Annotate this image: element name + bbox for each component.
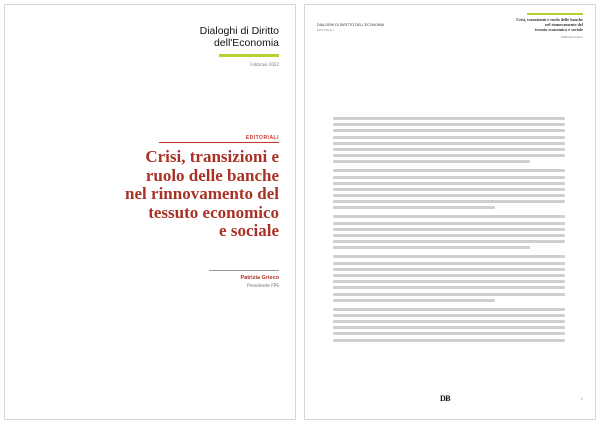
paragraph xyxy=(333,117,565,163)
running-title-line: tessuto economico e sociale xyxy=(534,27,583,32)
author-role: Presidente FPS xyxy=(247,284,279,289)
section-label: EDITORIALI xyxy=(245,135,279,141)
right-page xyxy=(304,4,596,420)
journal-date: Febbraio 2022 xyxy=(250,62,279,67)
author-name: Patrizia Grieco xyxy=(240,275,279,281)
paragraph xyxy=(333,169,565,209)
article-title-line: tessuto economico xyxy=(148,202,279,222)
paragraph xyxy=(333,308,565,342)
article-title-line: nel rinnovamento del xyxy=(125,184,279,203)
paragraph xyxy=(333,215,565,249)
accent-bar xyxy=(219,54,279,57)
running-head xyxy=(317,23,384,32)
running-author: Patrizia Grieco xyxy=(561,35,583,39)
article-title-line: e sociale xyxy=(219,221,279,240)
journal-title xyxy=(200,25,279,49)
author-rule xyxy=(209,270,279,271)
publisher-logo: DB xyxy=(440,394,451,403)
paragraph xyxy=(333,255,565,301)
running-head-sub: EDITORIALI xyxy=(317,28,334,32)
running-title-line: nel rinnovamento del xyxy=(545,22,583,27)
journal-title-line-1: Dialoghi di Diritto xyxy=(199,25,279,37)
journal-title-line-2: dell'Economia xyxy=(213,37,279,49)
section-rule xyxy=(159,142,279,143)
running-article-title xyxy=(491,17,583,32)
running-title-line: Crisi, transizioni e ruolo delle banche xyxy=(516,17,583,22)
page-number: 1 xyxy=(580,397,583,401)
running-accent-bar xyxy=(527,13,583,15)
running-article-head xyxy=(491,17,583,39)
article-title-line: ruolo delle banche xyxy=(145,165,279,185)
article-title-line: Crisi, transizioni e xyxy=(145,147,279,166)
article-title xyxy=(19,148,279,241)
running-head-title: DIALOGHI DI DIRITTO DELL'ECONOMIA xyxy=(317,23,385,27)
left-page xyxy=(4,4,296,420)
body-text xyxy=(333,117,565,348)
